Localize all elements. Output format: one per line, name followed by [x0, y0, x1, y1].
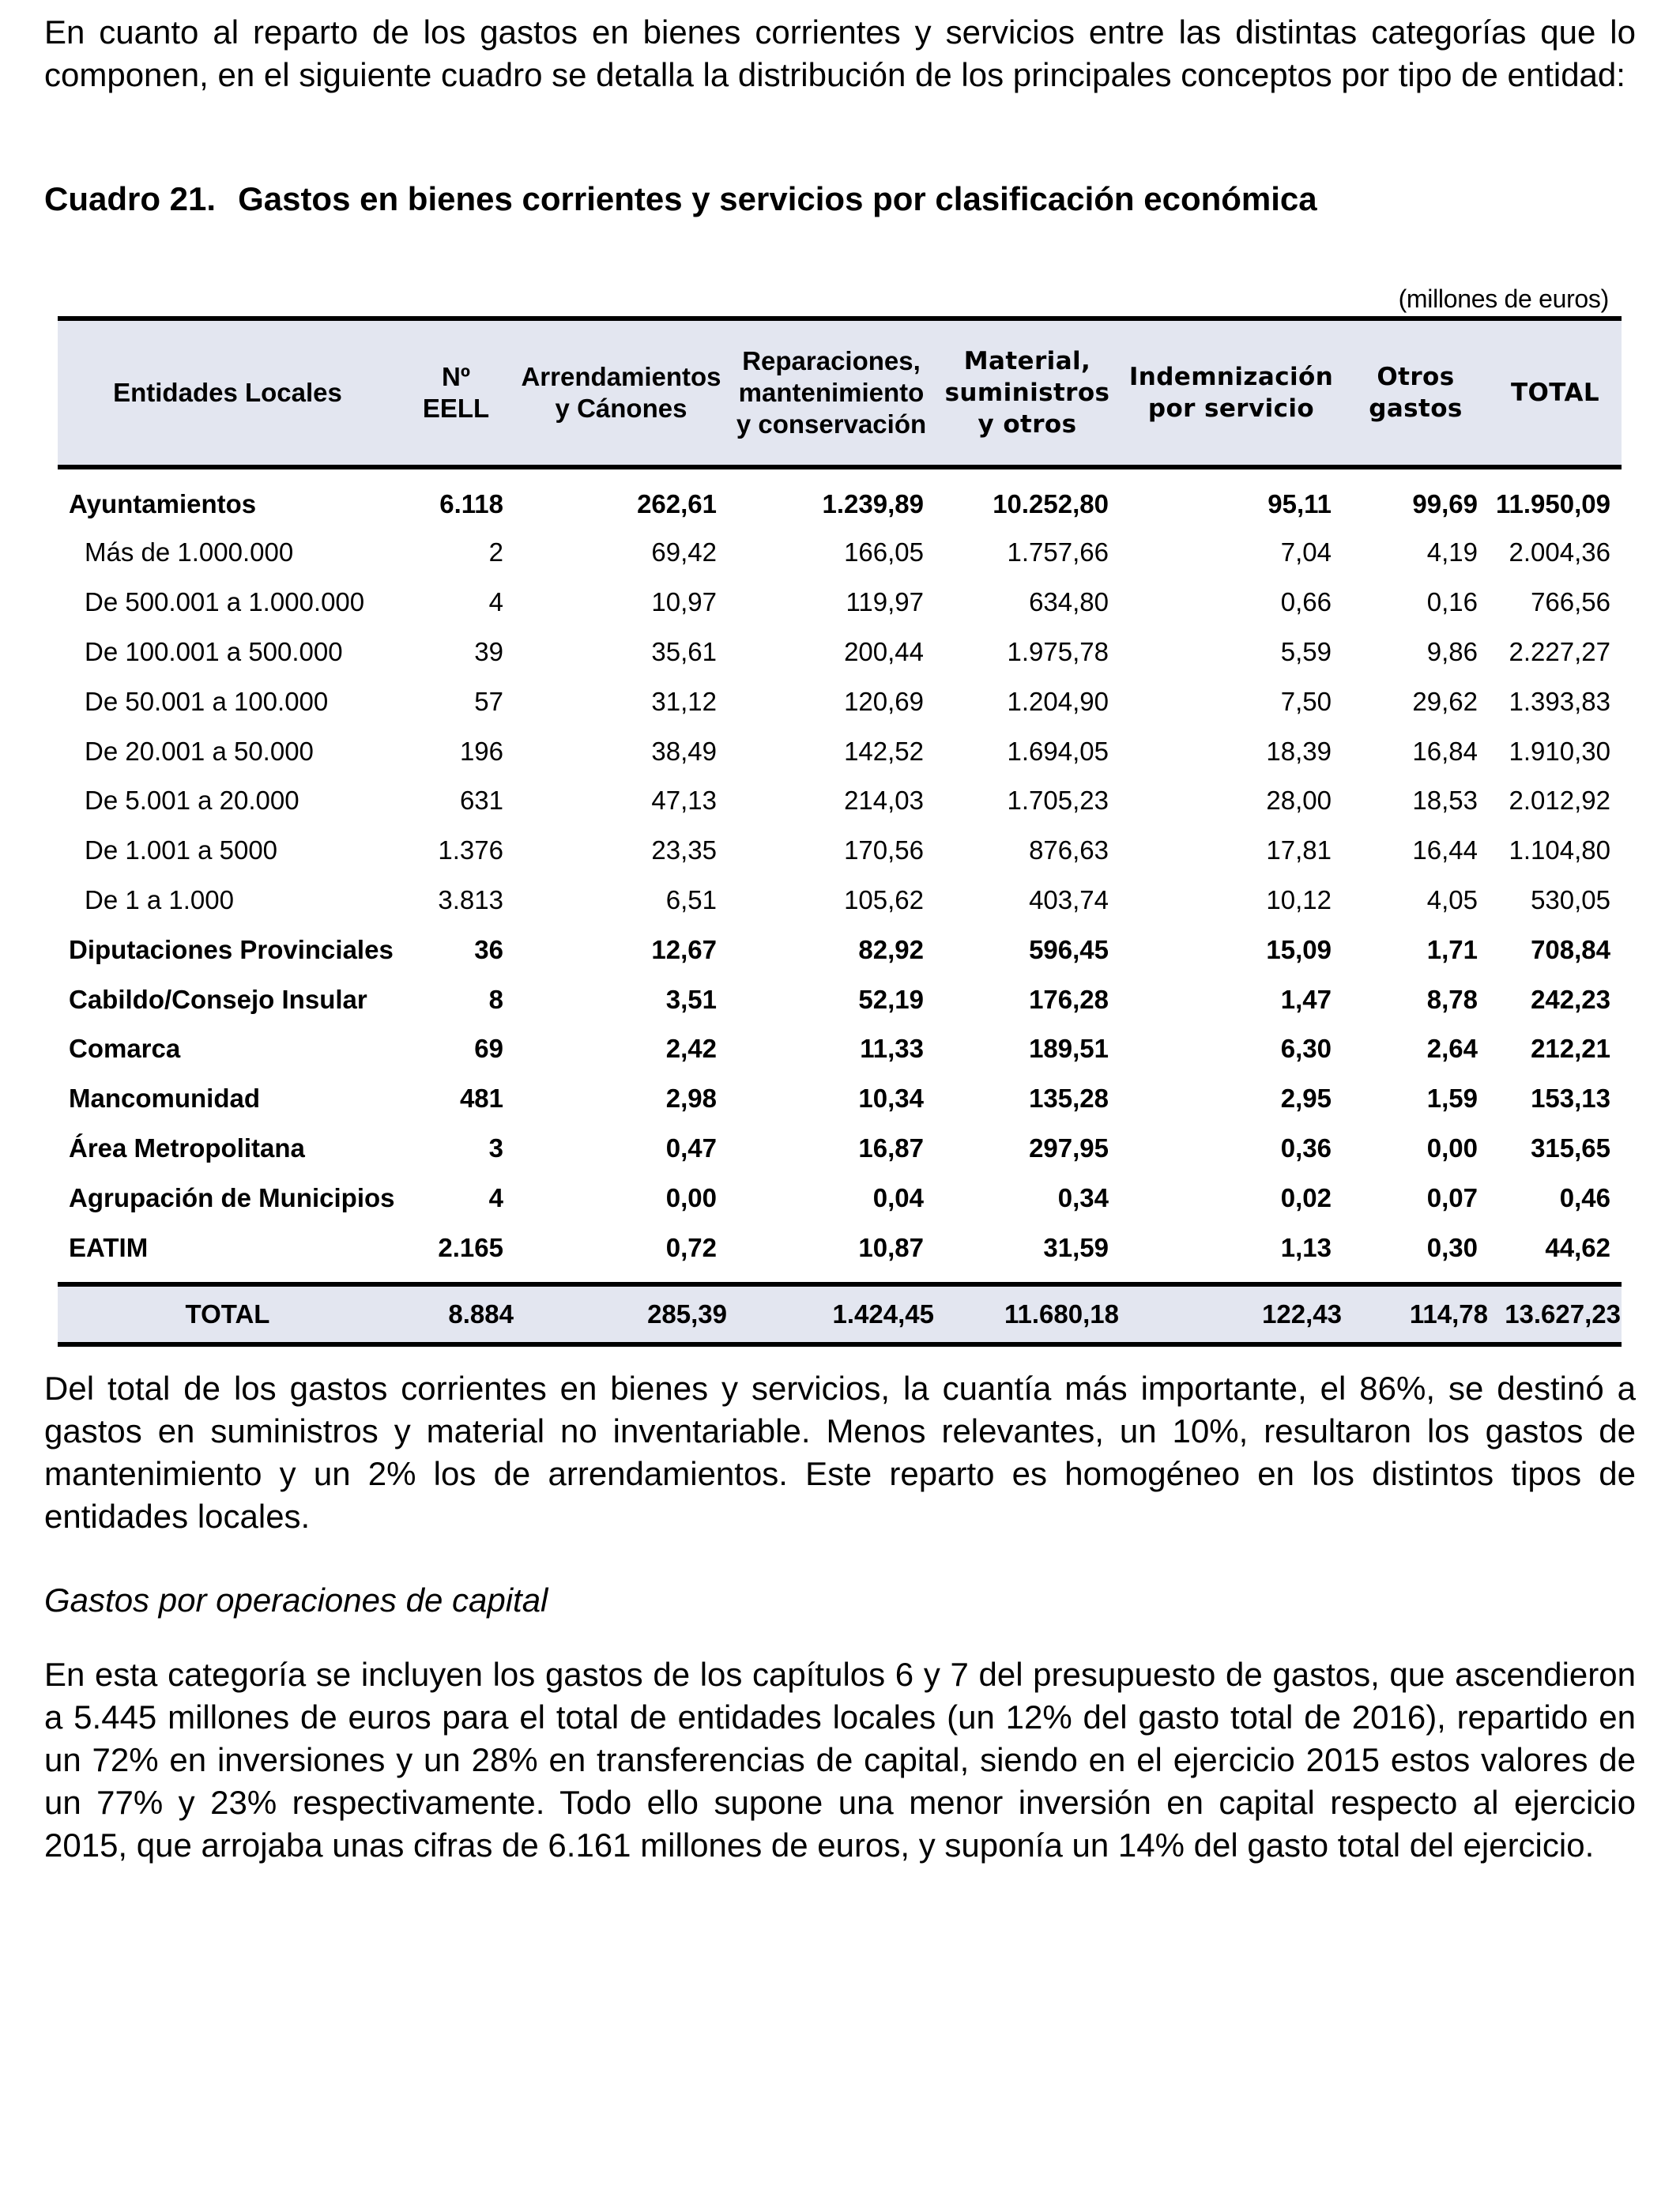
row-arrendamientos: 0,00 [665, 1182, 717, 1212]
row-indemnizacion: 95,11 [1268, 489, 1332, 518]
total-row-n: 8.884 [397, 1284, 514, 1344]
row-otros-gastos: 2,64 [1426, 1034, 1478, 1064]
row-indemnizacion: 0,36 [1280, 1133, 1332, 1163]
row-label: De 5.001 a 20.000 [85, 786, 299, 816]
row-indemnizacion: 1,13 [1280, 1232, 1332, 1262]
row-indemnizacion: 2,95 [1280, 1084, 1332, 1114]
table-row [58, 1173, 1622, 1223]
row-n-eell: 69 [474, 1034, 503, 1064]
row-n-eell: 4 [488, 587, 503, 617]
table-row [58, 974, 1622, 1024]
row-arrendamientos: 262,61 [637, 489, 717, 518]
row-material: 403,74 [1029, 884, 1109, 914]
total-row-otros: 114,78 [1343, 1284, 1489, 1344]
table-row [58, 826, 1622, 876]
row-n-eell: 6.118 [439, 489, 503, 518]
total-row-total: 13.627,23 [1489, 1284, 1622, 1344]
table-header-row [58, 319, 1622, 467]
row-arrendamientos: 35,61 [651, 636, 717, 666]
row-reparaciones: 142,52 [844, 736, 924, 766]
row-total: 44,62 [1545, 1232, 1610, 1262]
row-arrendamientos: 2,98 [665, 1084, 717, 1114]
row-reparaciones: 10,34 [858, 1084, 924, 1114]
row-material: 135,28 [1029, 1084, 1109, 1114]
total-row-material: 11.680,18 [935, 1284, 1120, 1344]
row-reparaciones: 11,33 [860, 1034, 924, 1064]
row-reparaciones: 170,56 [844, 835, 924, 865]
paragraph-after-table: Del total de los gastos corrientes en bienes y servicios, la cuantía más importante, el 86%, se destinó a gastos en suministros y material no inventariable. Menos relevantes, un 10%, resultaron los gastos de mantenimiento y un 2% los de arrendamientos. Este reparto es homogéneo en los distintos tipos de entidades locales. [44, 1370, 1636, 1535]
total-row-indemnizacion: 122,43 [1120, 1284, 1343, 1344]
row-otros-gastos: 9,86 [1426, 636, 1478, 666]
row-otros-gastos: 1,71 [1426, 934, 1478, 964]
table-caption [44, 178, 1317, 221]
row-indemnizacion: 1,47 [1280, 984, 1332, 1014]
row-total: 242,23 [1531, 984, 1610, 1014]
row-arrendamientos: 2,42 [665, 1034, 717, 1064]
row-total: 0,46 [1559, 1182, 1610, 1212]
row-indemnizacion: 0,66 [1280, 587, 1332, 617]
row-reparaciones: 166,05 [844, 537, 924, 567]
row-material: 1.757,66 [1007, 537, 1109, 567]
row-reparaciones: 1.239,89 [822, 489, 924, 518]
row-label: De 20.001 a 50.000 [85, 736, 314, 766]
row-total: 2.004,36 [1509, 537, 1610, 567]
header-otros-gastos: Otros gastos [1343, 319, 1489, 467]
row-label: Cabildo/Consejo Insular [69, 984, 367, 1014]
header-n-eell: Nº EELL [397, 319, 514, 467]
table-row [58, 1124, 1622, 1174]
total-row-arrendamientos: 285,39 [514, 1284, 728, 1344]
row-label: Área Metropolitana [69, 1133, 305, 1163]
row-total: 315,65 [1531, 1133, 1610, 1163]
row-material: 1.204,90 [1007, 686, 1109, 716]
row-total: 1.104,80 [1509, 835, 1610, 865]
table-total-row [58, 1284, 1622, 1344]
row-material: 1.975,78 [1007, 636, 1109, 666]
row-reparaciones: 120,69 [844, 686, 924, 716]
row-otros-gastos: 29,62 [1412, 686, 1478, 716]
row-reparaciones: 82,92 [858, 934, 924, 964]
row-arrendamientos: 31,12 [651, 686, 717, 716]
table-row [58, 876, 1622, 925]
row-n-eell: 196 [459, 736, 503, 766]
units-note: (millones de euros) [1398, 285, 1609, 313]
row-material: 31,59 [1043, 1232, 1109, 1262]
row-reparaciones: 0,04 [872, 1182, 924, 1212]
row-otros-gastos: 0,00 [1426, 1133, 1478, 1163]
row-total: 11.950,09 [1496, 489, 1610, 518]
row-label: Ayuntamientos [69, 489, 257, 518]
row-n-eell: 8 [488, 984, 503, 1014]
row-indemnizacion: 7,04 [1280, 537, 1332, 567]
row-reparaciones: 105,62 [844, 884, 924, 914]
row-otros-gastos: 4,05 [1426, 884, 1478, 914]
header-indemnizacion: Indemnización por servicio [1120, 319, 1343, 467]
row-material: 189,51 [1029, 1034, 1109, 1064]
row-n-eell: 481 [459, 1084, 503, 1114]
row-n-eell: 57 [474, 686, 503, 716]
row-label: De 1 a 1.000 [85, 884, 234, 914]
row-indemnizacion: 18,39 [1266, 736, 1332, 766]
table-row [58, 726, 1622, 776]
row-material: 297,95 [1029, 1133, 1109, 1163]
row-n-eell: 631 [459, 786, 503, 816]
table-row [58, 578, 1622, 628]
row-arrendamientos: 0,47 [665, 1133, 717, 1163]
row-label: De 1.001 a 5000 [85, 835, 278, 865]
section-heading: Gastos por operaciones de capital [44, 1581, 548, 1619]
row-reparaciones: 52,19 [858, 984, 924, 1014]
row-label: Comarca [69, 1034, 181, 1064]
row-total: 1.910,30 [1509, 736, 1610, 766]
row-otros-gastos: 0,07 [1426, 1182, 1478, 1212]
row-indemnizacion: 0,02 [1280, 1182, 1332, 1212]
row-reparaciones: 214,03 [844, 786, 924, 816]
header-material: Material, suministros y otros [935, 319, 1120, 467]
row-material: 1.694,05 [1007, 736, 1109, 766]
table-row [58, 528, 1622, 578]
row-otros-gastos: 18,53 [1412, 786, 1478, 816]
row-n-eell: 36 [474, 934, 503, 964]
row-arrendamientos: 23,35 [651, 835, 717, 865]
header-reparaciones: Reparaciones, mantenimiento y conservación [728, 319, 935, 467]
row-n-eell: 3 [488, 1133, 503, 1163]
row-reparaciones: 10,87 [858, 1232, 924, 1262]
row-otros-gastos: 4,19 [1426, 537, 1478, 567]
row-indemnizacion: 28,00 [1266, 786, 1332, 816]
row-arrendamientos: 38,49 [651, 736, 717, 766]
row-indemnizacion: 15,09 [1266, 934, 1332, 964]
row-otros-gastos: 8,78 [1426, 984, 1478, 1014]
row-otros-gastos: 0,30 [1426, 1232, 1478, 1262]
row-total: 708,84 [1531, 934, 1610, 964]
row-arrendamientos: 47,13 [651, 786, 717, 816]
row-label: Más de 1.000.000 [85, 537, 294, 567]
intro-paragraph: En cuanto al reparto de los gastos en bienes corrientes y servicios entre las distintas categorías que lo componen, en el siguiente cuadro se detalla la distribución de los principales conceptos por tipo de entidad: [44, 13, 1636, 93]
total-row-label: TOTAL [58, 1284, 397, 1344]
header-total: TOTAL [1489, 319, 1622, 467]
expenses-table [58, 316, 1622, 1347]
row-reparaciones: 200,44 [844, 636, 924, 666]
table-row [58, 1074, 1622, 1124]
row-material: 596,45 [1029, 934, 1109, 964]
row-material: 176,28 [1029, 984, 1109, 1014]
table-row [58, 467, 1622, 528]
row-label: Agrupación de Municipios [69, 1182, 395, 1212]
final-paragraph: En esta categoría se incluyen los gastos de los capítulos 6 y 7 del presupuesto de gastos, que ascendieron a 5.445 millones de euros para el total de entidades locales (un 12% del gasto total de 2016), repartido en un 72% en inversiones y un 28% en transferencias de capital, siendo en el ejercicio 2015 estos valores de un 77% y 23% respectivamente. Todo ello supone una menor inversión en capital respecto al ejercicio 2015, que arrojaba unas cifras de 6.161 millones de euros, y suponía un 14% del gasto total del ejercicio. [44, 1656, 1636, 1864]
row-material: 1.705,23 [1007, 786, 1109, 816]
row-n-eell: 2 [488, 537, 503, 567]
row-label: De 500.001 a 1.000.000 [85, 587, 365, 617]
row-reparaciones: 16,87 [858, 1133, 924, 1163]
row-total: 2.012,92 [1509, 786, 1610, 816]
table-row [58, 677, 1622, 726]
row-arrendamientos: 69,42 [651, 537, 717, 567]
row-label: De 50.001 a 100.000 [85, 686, 329, 716]
row-indemnizacion: 7,50 [1280, 686, 1332, 716]
table-row [58, 925, 1622, 974]
table-row [58, 1024, 1622, 1074]
row-label: Diputaciones Provinciales [69, 934, 394, 964]
row-total: 2.227,27 [1509, 636, 1610, 666]
row-otros-gastos: 0,16 [1426, 587, 1478, 617]
row-otros-gastos: 16,84 [1412, 736, 1478, 766]
row-otros-gastos: 99,69 [1412, 489, 1478, 518]
row-n-eell: 1.376 [438, 835, 503, 865]
row-total: 530,05 [1531, 884, 1610, 914]
table-row [58, 1223, 1622, 1284]
table-row [58, 776, 1622, 826]
row-total: 766,56 [1531, 587, 1610, 617]
row-n-eell: 4 [488, 1182, 503, 1212]
row-n-eell: 2.165 [438, 1232, 503, 1262]
row-material: 876,63 [1029, 835, 1109, 865]
header-entidades: Entidades Locales [58, 319, 397, 467]
row-arrendamientos: 3,51 [665, 984, 717, 1014]
row-indemnizacion: 10,12 [1266, 884, 1332, 914]
table-caption-number: Cuadro 21. [44, 180, 217, 217]
row-indemnizacion: 6,30 [1280, 1034, 1332, 1064]
row-total: 212,21 [1531, 1034, 1610, 1064]
row-reparaciones: 119,97 [846, 587, 924, 617]
total-row-reparaciones: 1.424,45 [728, 1284, 935, 1344]
row-label: De 100.001 a 500.000 [85, 636, 343, 666]
row-n-eell: 39 [474, 636, 503, 666]
table-caption-title: Gastos en bienes corrientes y servicios por clasificación económica [238, 180, 1317, 217]
row-indemnizacion: 5,59 [1280, 636, 1332, 666]
row-label: EATIM [69, 1232, 149, 1262]
row-arrendamientos: 0,72 [665, 1232, 717, 1262]
row-material: 0,34 [1057, 1182, 1109, 1212]
row-arrendamientos: 6,51 [665, 884, 717, 914]
row-otros-gastos: 16,44 [1412, 835, 1478, 865]
table-row [58, 628, 1622, 677]
row-n-eell: 3.813 [438, 884, 503, 914]
row-label: Mancomunidad [69, 1084, 261, 1114]
row-material: 634,80 [1029, 587, 1109, 617]
row-arrendamientos: 10,97 [651, 587, 717, 617]
row-otros-gastos: 1,59 [1426, 1084, 1478, 1114]
row-material: 10.252,80 [993, 489, 1109, 518]
row-total: 1.393,83 [1509, 686, 1610, 716]
row-indemnizacion: 17,81 [1266, 835, 1332, 865]
header-arrendamientos: Arrendamientos y Cánones [514, 319, 728, 467]
row-arrendamientos: 12,67 [651, 934, 717, 964]
row-total: 153,13 [1531, 1084, 1610, 1114]
